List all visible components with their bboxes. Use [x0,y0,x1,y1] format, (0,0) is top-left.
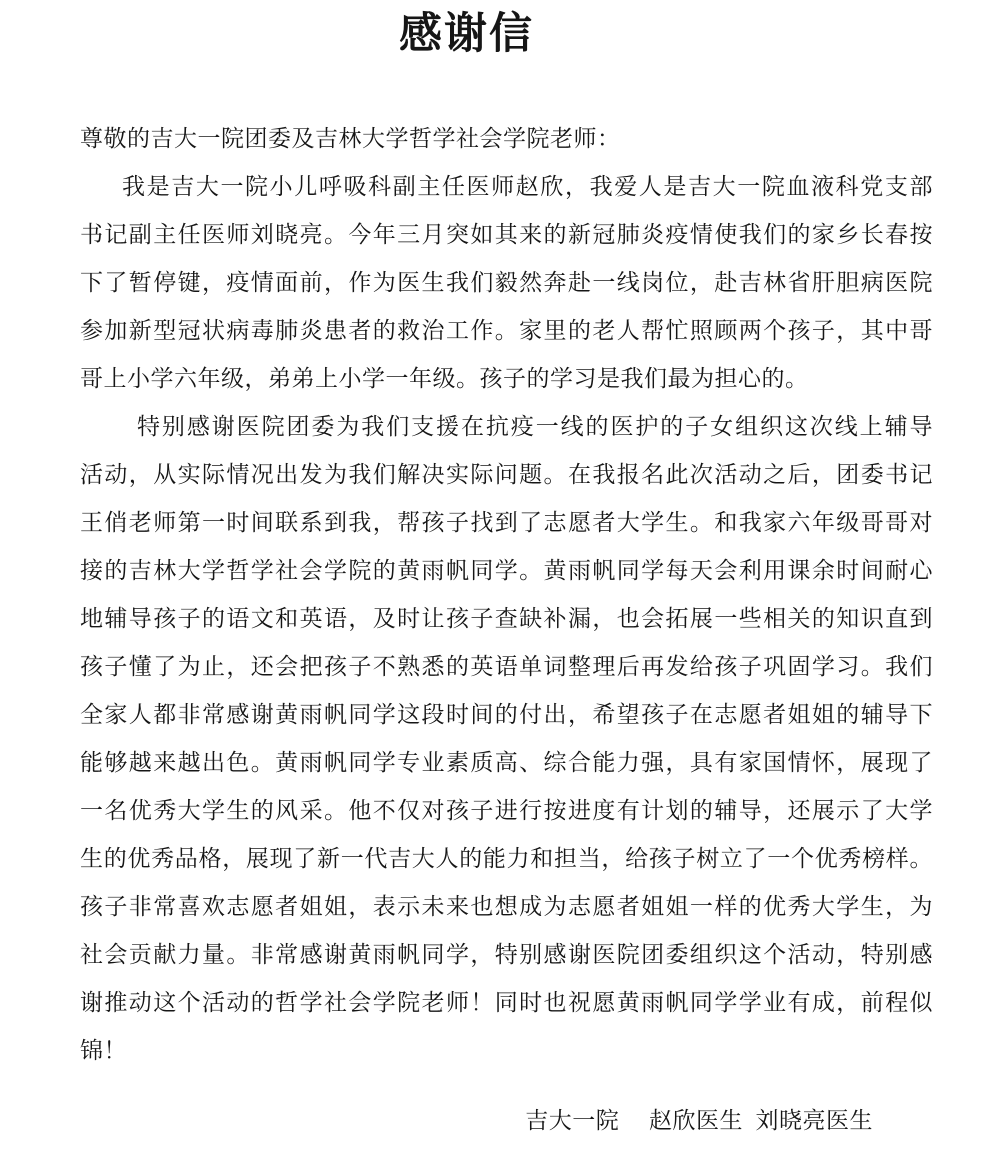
letter-line: 谢推动这个活动的哲学社会学院老师！同时也祝愿黄雨帆同学学业有成，前程似 [80,990,933,1015]
letter-line: 锦！ [80,1038,127,1063]
letter-line: 全家人都非常感谢黄雨帆同学这段时间的付出，希望孩子在志愿者姐姐的辅导下 [80,702,933,727]
paragraph [80,403,933,1075]
letter-line: 特别感谢医院团委为我们支援在抗疫一线的医护的子女组织这次线上辅导 [137,414,933,439]
letter-line: 一名优秀大学生的风采。他不仅对孩子进行按进度有计划的辅导，还展示了大学 [80,798,933,823]
letter-salutation: 尊敬的吉大一院团委及吉林大学哲学社会学院老师： [80,126,621,151]
letter-line: 王俏老师第一时间联系到我，帮孩子找到了志愿者大学生。和我家六年级哥哥对 [80,510,933,535]
letter-line: 参加新型冠状病毒肺炎患者的救治工作。家里的老人帮忙照顾两个孩子，其中哥 [80,318,933,343]
letter-line: 生的优秀品格，展现了新一代吉大人的能力和担当，给孩子树立了一个优秀榜样。 [80,846,933,871]
letter-line: 社会贡献力量。非常感谢黄雨帆同学，特别感谢医院团委组织这个活动，特别感 [80,942,933,967]
letter-line: 能够越来越出色。黄雨帆同学专业素质高、综合能力强，具有家国情怀，展现了 [80,750,933,775]
letter-line: 孩子懂了为止，还会把孩子不熟悉的英语单词整理后再发给孩子巩固学习。我们 [80,654,933,679]
letter-line: 书记副主任医师刘晓亮。今年三月突如其来的新冠肺炎疫情使我们的家乡长春按 [80,222,933,247]
letter-line: 接的吉林大学哲学社会学院的黄雨帆同学。黄雨帆同学每天会利用课余时间耐心 [80,558,933,583]
letter-line: 下了暂停键，疫情面前，作为医生我们毅然奔赴一线岗位，赴吉林省肝胆病医院 [80,270,933,295]
letter-line: 地辅导孩子的语文和英语，及时让孩子查缺补漏，也会拓展一些相关的知识直到 [80,606,933,631]
paragraph [80,163,933,403]
letter-line: 我是吉大一院小儿呼吸科副主任医师赵欣，我爱人是吉大一院血液科党支部 [122,174,933,199]
letter-line: 孩子非常喜欢志愿者姐姐，表示未来也想成为志愿者姐姐一样的优秀大学生，为 [80,894,933,919]
letter-line: 活动，从实际情况出发为我们解决实际问题。在我报名此次活动之后，团委书记 [80,462,933,487]
letter-signature: 吉大一院 赵欣医生 刘晓亮医生 [525,1108,873,1133]
letter-body [80,115,933,1075]
letter-paragraphs [80,163,933,1075]
letter-line: 哥上小学六年级，弟弟上小学一年级。孩子的学习是我们最为担心的。 [80,366,809,391]
letter-title: 感谢信 [399,10,534,58]
